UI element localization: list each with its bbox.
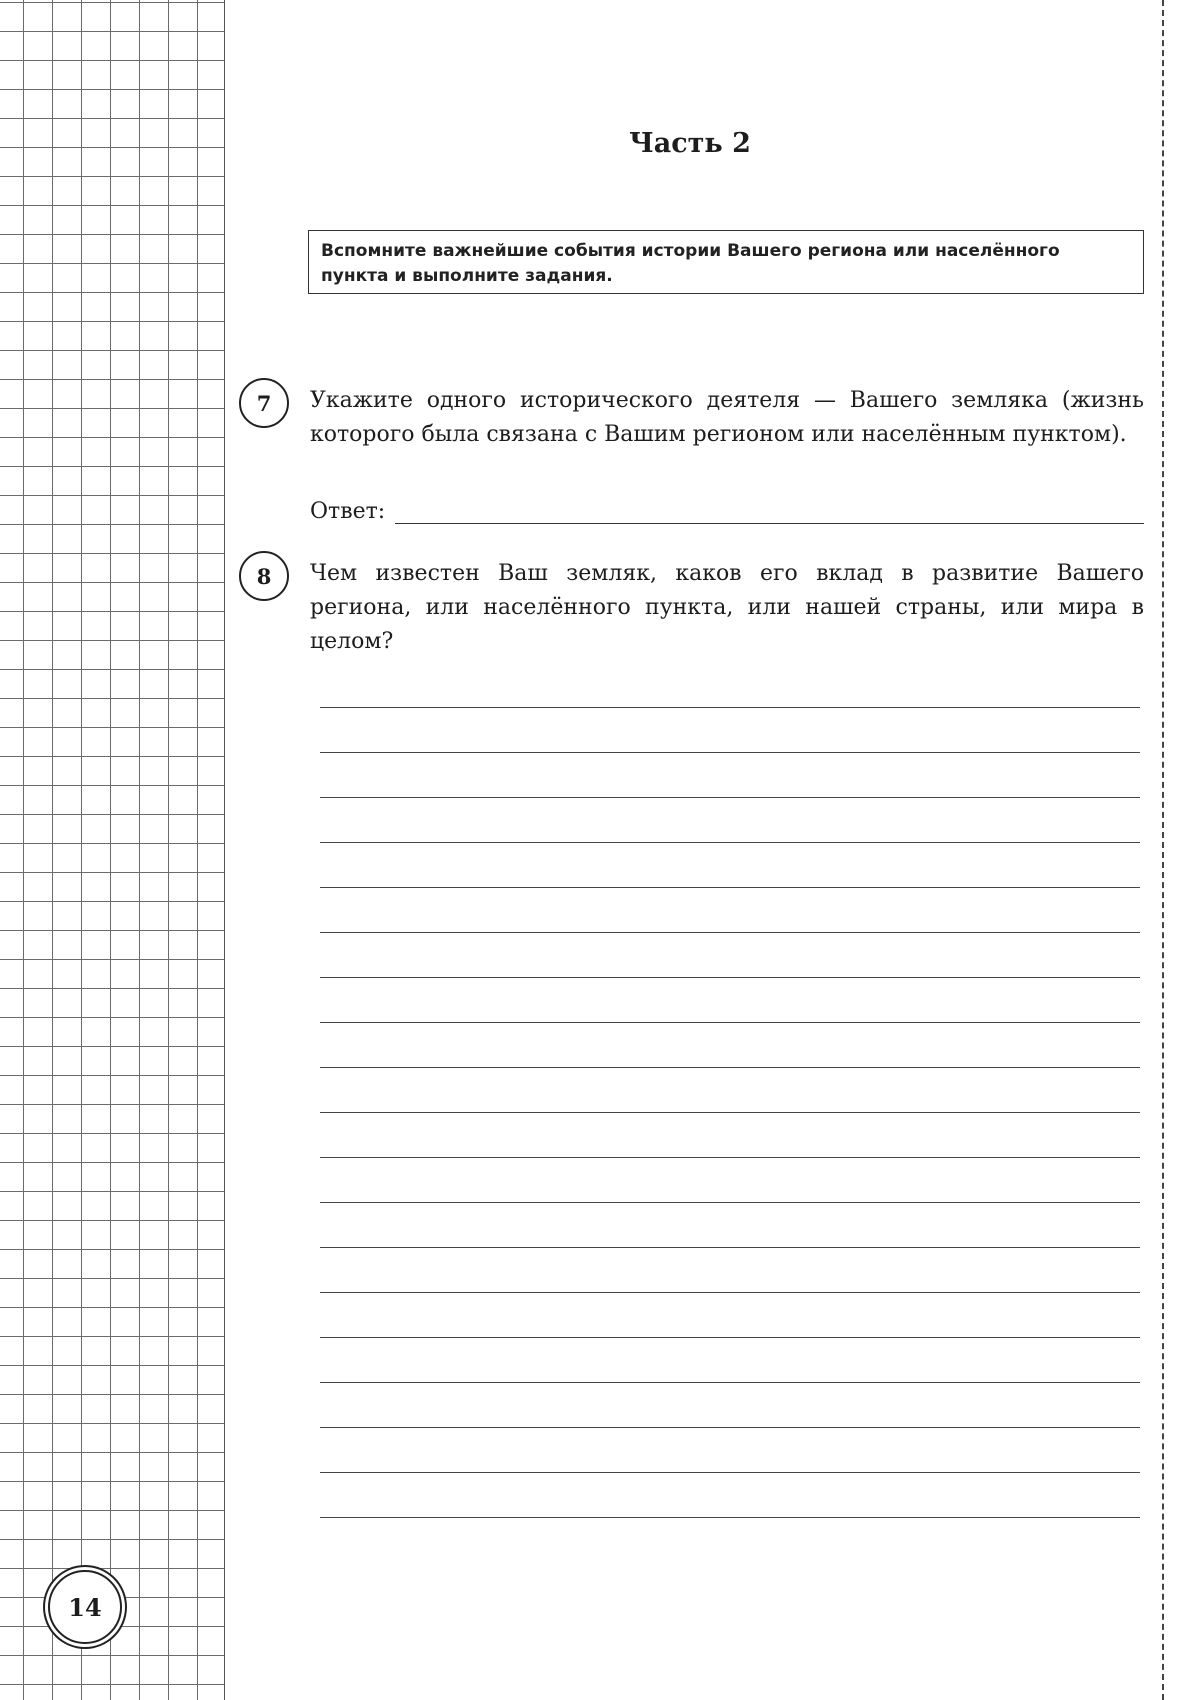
task-7-number: 7 <box>239 378 289 428</box>
task-7-answer-row <box>310 490 1144 524</box>
task-7-text: Укажите одного исторического деятеля — Вашего земляка (жизнь которого была связана с Вашим регионом или населённым пунктом). <box>310 388 1144 447</box>
answer-line[interactable] <box>320 1517 1140 1518</box>
instruction-box: Вспомните важнейшие события истории Вашего региона или населённого пункта и выполните задания. <box>308 230 1144 294</box>
cut-line <box>1162 0 1164 1700</box>
answer-line[interactable] <box>320 797 1140 798</box>
task-7-answer-field[interactable] <box>395 497 1144 524</box>
answer-line[interactable] <box>320 752 1140 753</box>
answer-line[interactable] <box>320 1292 1140 1293</box>
answer-line[interactable] <box>320 1337 1140 1338</box>
answer-line[interactable] <box>320 1202 1140 1203</box>
answer-line[interactable] <box>320 1472 1140 1473</box>
answer-line[interactable] <box>320 707 1140 708</box>
answer-line[interactable] <box>320 842 1140 843</box>
grid-margin <box>0 0 225 1700</box>
task-8-answer-area[interactable] <box>320 707 1140 1562</box>
answer-label: Ответ: <box>310 499 386 524</box>
page-number: 14 <box>48 1570 122 1644</box>
answer-line[interactable] <box>320 1382 1140 1383</box>
answer-line[interactable] <box>320 1247 1140 1248</box>
answer-line[interactable] <box>320 887 1140 888</box>
answer-line[interactable] <box>320 1067 1140 1068</box>
answer-line[interactable] <box>320 1112 1140 1113</box>
answer-line[interactable] <box>320 932 1140 933</box>
answer-line[interactable] <box>320 1157 1140 1158</box>
task-8-text: Чем известен Ваш земляк, каков его вклад в развитие Вашего региона, или населённого пункта, или нашей страны, или мира в целом? <box>310 561 1144 654</box>
answer-line[interactable] <box>320 1022 1140 1023</box>
task-8-number: 8 <box>239 551 289 601</box>
answer-line[interactable] <box>320 1427 1140 1428</box>
answer-line[interactable] <box>320 977 1140 978</box>
part-title: Часть 2 <box>629 128 751 159</box>
